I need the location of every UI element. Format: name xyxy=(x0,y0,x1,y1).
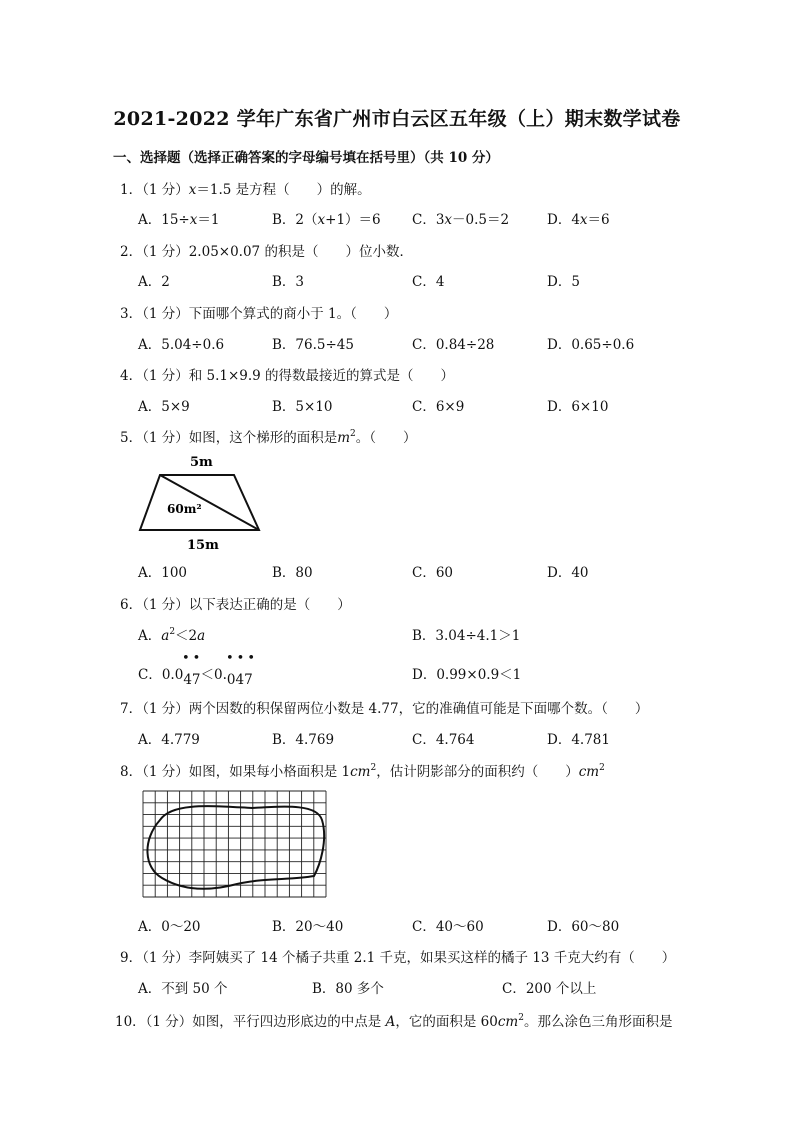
q1-option-c: C．3x－0.5＝2 xyxy=(412,212,510,228)
q5-option-a: A．100 xyxy=(138,565,188,581)
q2-option-c: C．4 xyxy=(412,274,445,290)
repeating-dots-2: ••• xyxy=(226,651,259,666)
grid-figure xyxy=(142,790,328,900)
q5-option-c: C．60 xyxy=(412,565,454,581)
q7-option-a: A．4.779 xyxy=(138,732,200,748)
q8-option-c: C．40～60 xyxy=(412,919,484,935)
repeating-dots-1: •• xyxy=(182,651,204,666)
q6-option-c: C．0.047＜0.047 xyxy=(138,667,253,688)
section-heading: 一、选择题（选择正确答案的字母编号填在括号里）（共 10 分） xyxy=(113,150,499,166)
question-4: 4．（1 分）和 5.1×9.9 的得数最接近的算式是（ ） xyxy=(120,368,455,384)
q4-option-a: A．5×9 xyxy=(138,399,190,415)
question-6: 6．（1 分）以下表达正确的是（ ） xyxy=(120,597,351,613)
q6-option-a: A．$a^2<2a$ xyxy=(138,627,206,644)
q1-option-d: D．4x＝6 xyxy=(547,212,610,228)
question-7: 7．（1 分）两个因数的积保留两位小数是 4.77，它的准确值可能是下面哪个数。（ ） xyxy=(120,701,649,717)
q2-option-b: B．3 xyxy=(272,274,305,290)
q8-option-a: A．0～20 xyxy=(138,919,201,935)
q3-option-b: B．76.5÷45 xyxy=(272,337,354,353)
q3-option-a: A．5.04÷0.6 xyxy=(138,337,225,353)
q1-option-a: A．15÷x＝1 xyxy=(138,212,220,228)
question-1: 1．（1 分）x＝1.5 是方程（ ）的解。 xyxy=(120,182,371,198)
q4-option-b: B．5×10 xyxy=(272,399,333,415)
question-9: 9．（1 分）李阿姨买了 14 个橘子共重 2.1 千克，如果买这样的橘子 13 千克大约有（ ） xyxy=(120,950,676,966)
q8-option-d: D．60～80 xyxy=(547,919,620,935)
question-3: 3．（1 分）下面哪个算式的商小于 1。（ ） xyxy=(120,306,398,322)
q4-option-d: D．6×10 xyxy=(547,399,609,415)
q1-option-b: B．2（x+1）＝6 xyxy=(272,212,381,228)
trapezoid-bottom-label: 15m xyxy=(187,538,219,553)
q2-option-a: A．2 xyxy=(138,274,170,290)
q3-option-c: C．0.84÷28 xyxy=(412,337,495,353)
trapezoid-area-label: 60m² xyxy=(167,502,202,516)
q7-option-d: D．4.781 xyxy=(547,732,610,748)
q9-option-b: B．80 多个 xyxy=(312,981,384,997)
q9-option-c: C．200 个以上 xyxy=(502,981,597,997)
q9-option-a: A．不到 50 个 xyxy=(138,981,228,997)
question-8: 8．（1 分）如图，如果每小格面积是 $1cm^2$，估计阴影部分的面积约（ ）$cm^2$ xyxy=(120,763,605,780)
trapezoid-top-label: 5m xyxy=(190,455,213,470)
q6-option-d: D．0.99×0.9＜1 xyxy=(412,667,522,683)
q8-option-b: B．20～40 xyxy=(272,919,344,935)
trapezoid-figure xyxy=(130,450,280,555)
q7-option-c: C．4.764 xyxy=(412,732,475,748)
q2-option-d: D．5 xyxy=(547,274,580,290)
q7-option-b: B．4.769 xyxy=(272,732,335,748)
q5-option-d: D．40 xyxy=(547,565,589,581)
q5-option-b: B．80 xyxy=(272,565,313,581)
question-5: 5．（1 分）如图，这个梯形的面积是$m^2$。（ ） xyxy=(120,429,417,446)
question-2: 2．（1 分）2.05×0.07 的积是（ ）位小数． xyxy=(120,244,413,260)
q6-option-b: B．3.04÷4.1＞1 xyxy=(412,628,521,644)
question-10: 10．（1 分）如图，平行四边形底边的中点是 A，它的面积是 $60cm^2$。那么涂色三角形面积是 xyxy=(115,1013,673,1030)
q4-option-c: C．6×9 xyxy=(412,399,465,415)
page-title: 2021-2022 学年广东省广州市白云区五年级（上）期末数学试卷 xyxy=(113,108,681,130)
q3-option-d: D．0.65÷0.6 xyxy=(547,337,635,353)
